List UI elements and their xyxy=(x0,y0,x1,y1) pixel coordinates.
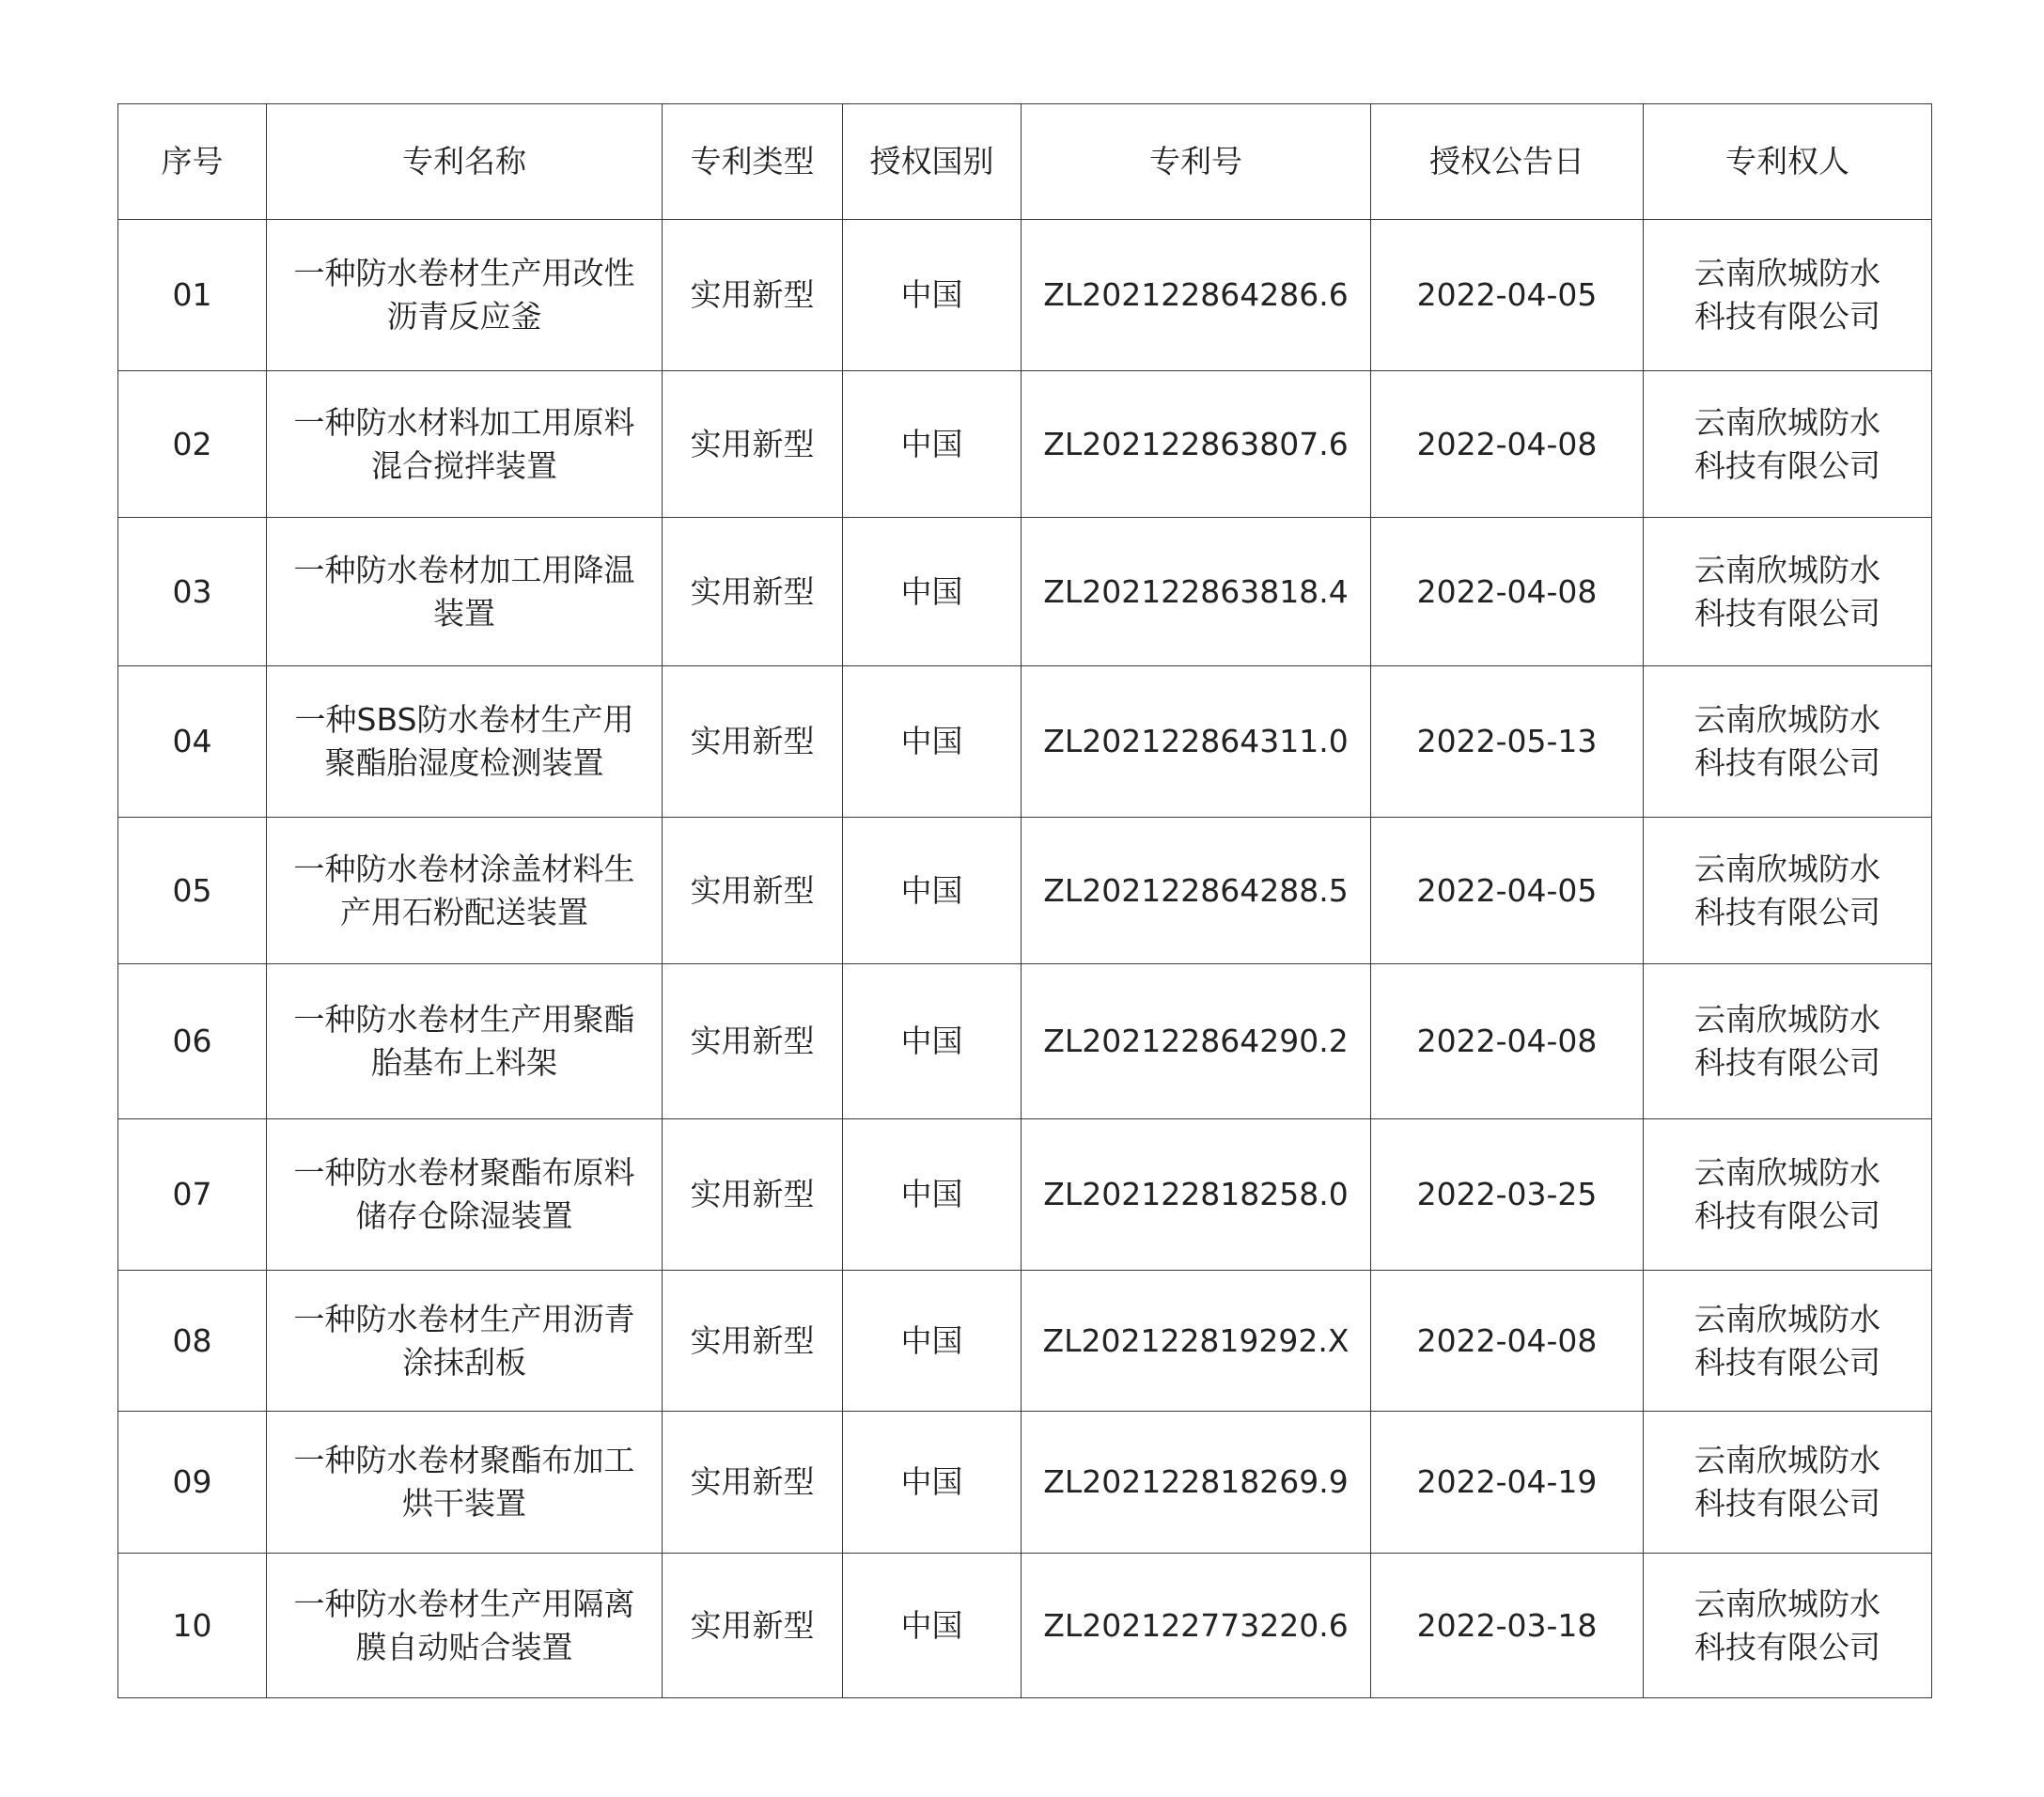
cell-patent-name: 一种防水卷材生产用沥青涂抹刮板 xyxy=(267,1271,663,1412)
cell-owner xyxy=(1644,1271,1932,1412)
table-row xyxy=(118,1412,1932,1554)
header-patent-owner: 专利权人 xyxy=(1644,104,1932,220)
owner-text: 云南欣城防水科技有限公司 xyxy=(1694,403,1880,484)
owner-text: 云南欣城防水科技有限公司 xyxy=(1694,1585,1880,1665)
cell-date: 2022-04-05 xyxy=(1371,818,1644,964)
cell-owner xyxy=(1644,1412,1932,1554)
cell-patent-name: 一种SBS防水卷材生产用聚酯胎湿度检测装置 xyxy=(267,666,663,818)
cell-patent-type: 实用新型 xyxy=(663,371,843,518)
owner-text: 云南欣城防水科技有限公司 xyxy=(1694,1001,1880,1081)
cell-owner xyxy=(1644,220,1932,371)
table-row xyxy=(118,964,1932,1119)
cell-country: 中国 xyxy=(843,1119,1022,1271)
cell-patent-type: 实用新型 xyxy=(663,220,843,371)
owner-text: 云南欣城防水科技有限公司 xyxy=(1694,1442,1880,1522)
table-row xyxy=(118,220,1932,371)
owner-text: 云南欣城防水科技有限公司 xyxy=(1694,255,1880,335)
header-index: 序号 xyxy=(118,104,267,220)
cell-date: 2022-05-13 xyxy=(1371,666,1644,818)
patent-table xyxy=(117,103,1932,1698)
cell-patent-type: 实用新型 xyxy=(663,1119,843,1271)
cell-owner xyxy=(1644,1554,1932,1698)
cell-index: 09 xyxy=(118,1412,267,1554)
owner-text: 云南欣城防水科技有限公司 xyxy=(1694,701,1880,781)
owner-text: 云南欣城防水科技有限公司 xyxy=(1694,1154,1880,1234)
cell-index: 05 xyxy=(118,818,267,964)
cell-patent-number: ZL202122863818.4 xyxy=(1022,518,1371,666)
owner-text: 云南欣城防水科技有限公司 xyxy=(1694,1300,1880,1381)
cell-patent-number: ZL202122818269.9 xyxy=(1022,1412,1371,1554)
cell-country: 中国 xyxy=(843,1554,1022,1698)
cell-country: 中国 xyxy=(843,818,1022,964)
cell-country: 中国 xyxy=(843,1271,1022,1412)
cell-patent-number: ZL202122864311.0 xyxy=(1022,666,1371,818)
cell-index: 03 xyxy=(118,518,267,666)
cell-owner xyxy=(1644,1119,1932,1271)
cell-patent-number: ZL202122818258.0 xyxy=(1022,1119,1371,1271)
cell-country: 中国 xyxy=(843,666,1022,818)
cell-date: 2022-04-08 xyxy=(1371,964,1644,1119)
cell-patent-name: 一种防水卷材聚酯布加工烘干装置 xyxy=(267,1412,663,1554)
table-row xyxy=(118,818,1932,964)
cell-index: 07 xyxy=(118,1119,267,1271)
cell-patent-name: 一种防水材料加工用原料混合搅拌装置 xyxy=(267,371,663,518)
cell-country: 中国 xyxy=(843,518,1022,666)
cell-index: 08 xyxy=(118,1271,267,1412)
cell-patent-type: 实用新型 xyxy=(663,1554,843,1698)
cell-patent-number: ZL202122864290.2 xyxy=(1022,964,1371,1119)
cell-patent-type: 实用新型 xyxy=(663,818,843,964)
table-row xyxy=(118,1119,1932,1271)
header-grant-country: 授权国别 xyxy=(843,104,1022,220)
cell-owner xyxy=(1644,371,1932,518)
cell-index: 04 xyxy=(118,666,267,818)
cell-patent-type: 实用新型 xyxy=(663,1412,843,1554)
cell-date: 2022-04-05 xyxy=(1371,220,1644,371)
cell-patent-number: ZL202122864286.6 xyxy=(1022,220,1371,371)
cell-country: 中国 xyxy=(843,371,1022,518)
cell-patent-type: 实用新型 xyxy=(663,666,843,818)
cell-owner xyxy=(1644,964,1932,1119)
header-patent-number: 专利号 xyxy=(1022,104,1371,220)
cell-country: 中国 xyxy=(843,964,1022,1119)
cell-index: 06 xyxy=(118,964,267,1119)
table-row xyxy=(118,1554,1932,1698)
cell-patent-name: 一种防水卷材加工用降温装置 xyxy=(267,518,663,666)
table-row xyxy=(118,666,1932,818)
cell-index: 10 xyxy=(118,1554,267,1698)
cell-patent-name: 一种防水卷材生产用聚酯胎基布上料架 xyxy=(267,964,663,1119)
cell-index: 02 xyxy=(118,371,267,518)
header-announcement-date: 授权公告日 xyxy=(1371,104,1644,220)
cell-patent-name: 一种防水卷材涂盖材料生产用石粉配送装置 xyxy=(267,818,663,964)
cell-date: 2022-04-08 xyxy=(1371,371,1644,518)
cell-date: 2022-03-25 xyxy=(1371,1119,1644,1271)
cell-patent-type: 实用新型 xyxy=(663,964,843,1119)
cell-date: 2022-04-08 xyxy=(1371,518,1644,666)
cell-patent-number: ZL202122773220.6 xyxy=(1022,1554,1371,1698)
cell-patent-number: ZL202122863807.6 xyxy=(1022,371,1371,518)
table-row xyxy=(118,518,1932,666)
table-row xyxy=(118,1271,1932,1412)
cell-country: 中国 xyxy=(843,220,1022,371)
table-row xyxy=(118,371,1932,518)
cell-date: 2022-04-19 xyxy=(1371,1412,1644,1554)
header-patent-name: 专利名称 xyxy=(267,104,663,220)
cell-owner xyxy=(1644,666,1932,818)
cell-date: 2022-03-18 xyxy=(1371,1554,1644,1698)
header-patent-type: 专利类型 xyxy=(663,104,843,220)
owner-text: 云南欣城防水科技有限公司 xyxy=(1694,551,1880,632)
cell-patent-name: 一种防水卷材生产用改性沥青反应釜 xyxy=(267,220,663,371)
cell-patent-name: 一种防水卷材生产用隔离膜自动贴合装置 xyxy=(267,1554,663,1698)
cell-patent-number: ZL202122819292.X xyxy=(1022,1271,1371,1412)
cell-patent-type: 实用新型 xyxy=(663,1271,843,1412)
owner-text: 云南欣城防水科技有限公司 xyxy=(1694,850,1880,930)
cell-country: 中国 xyxy=(843,1412,1022,1554)
cell-patent-name: 一种防水卷材聚酯布原料储存仓除湿装置 xyxy=(267,1119,663,1271)
cell-patent-type: 实用新型 xyxy=(663,518,843,666)
cell-owner xyxy=(1644,518,1932,666)
cell-date: 2022-04-08 xyxy=(1371,1271,1644,1412)
cell-owner xyxy=(1644,818,1932,964)
cell-index: 01 xyxy=(118,220,267,371)
header-row xyxy=(118,104,1932,220)
cell-patent-number: ZL202122864288.5 xyxy=(1022,818,1371,964)
